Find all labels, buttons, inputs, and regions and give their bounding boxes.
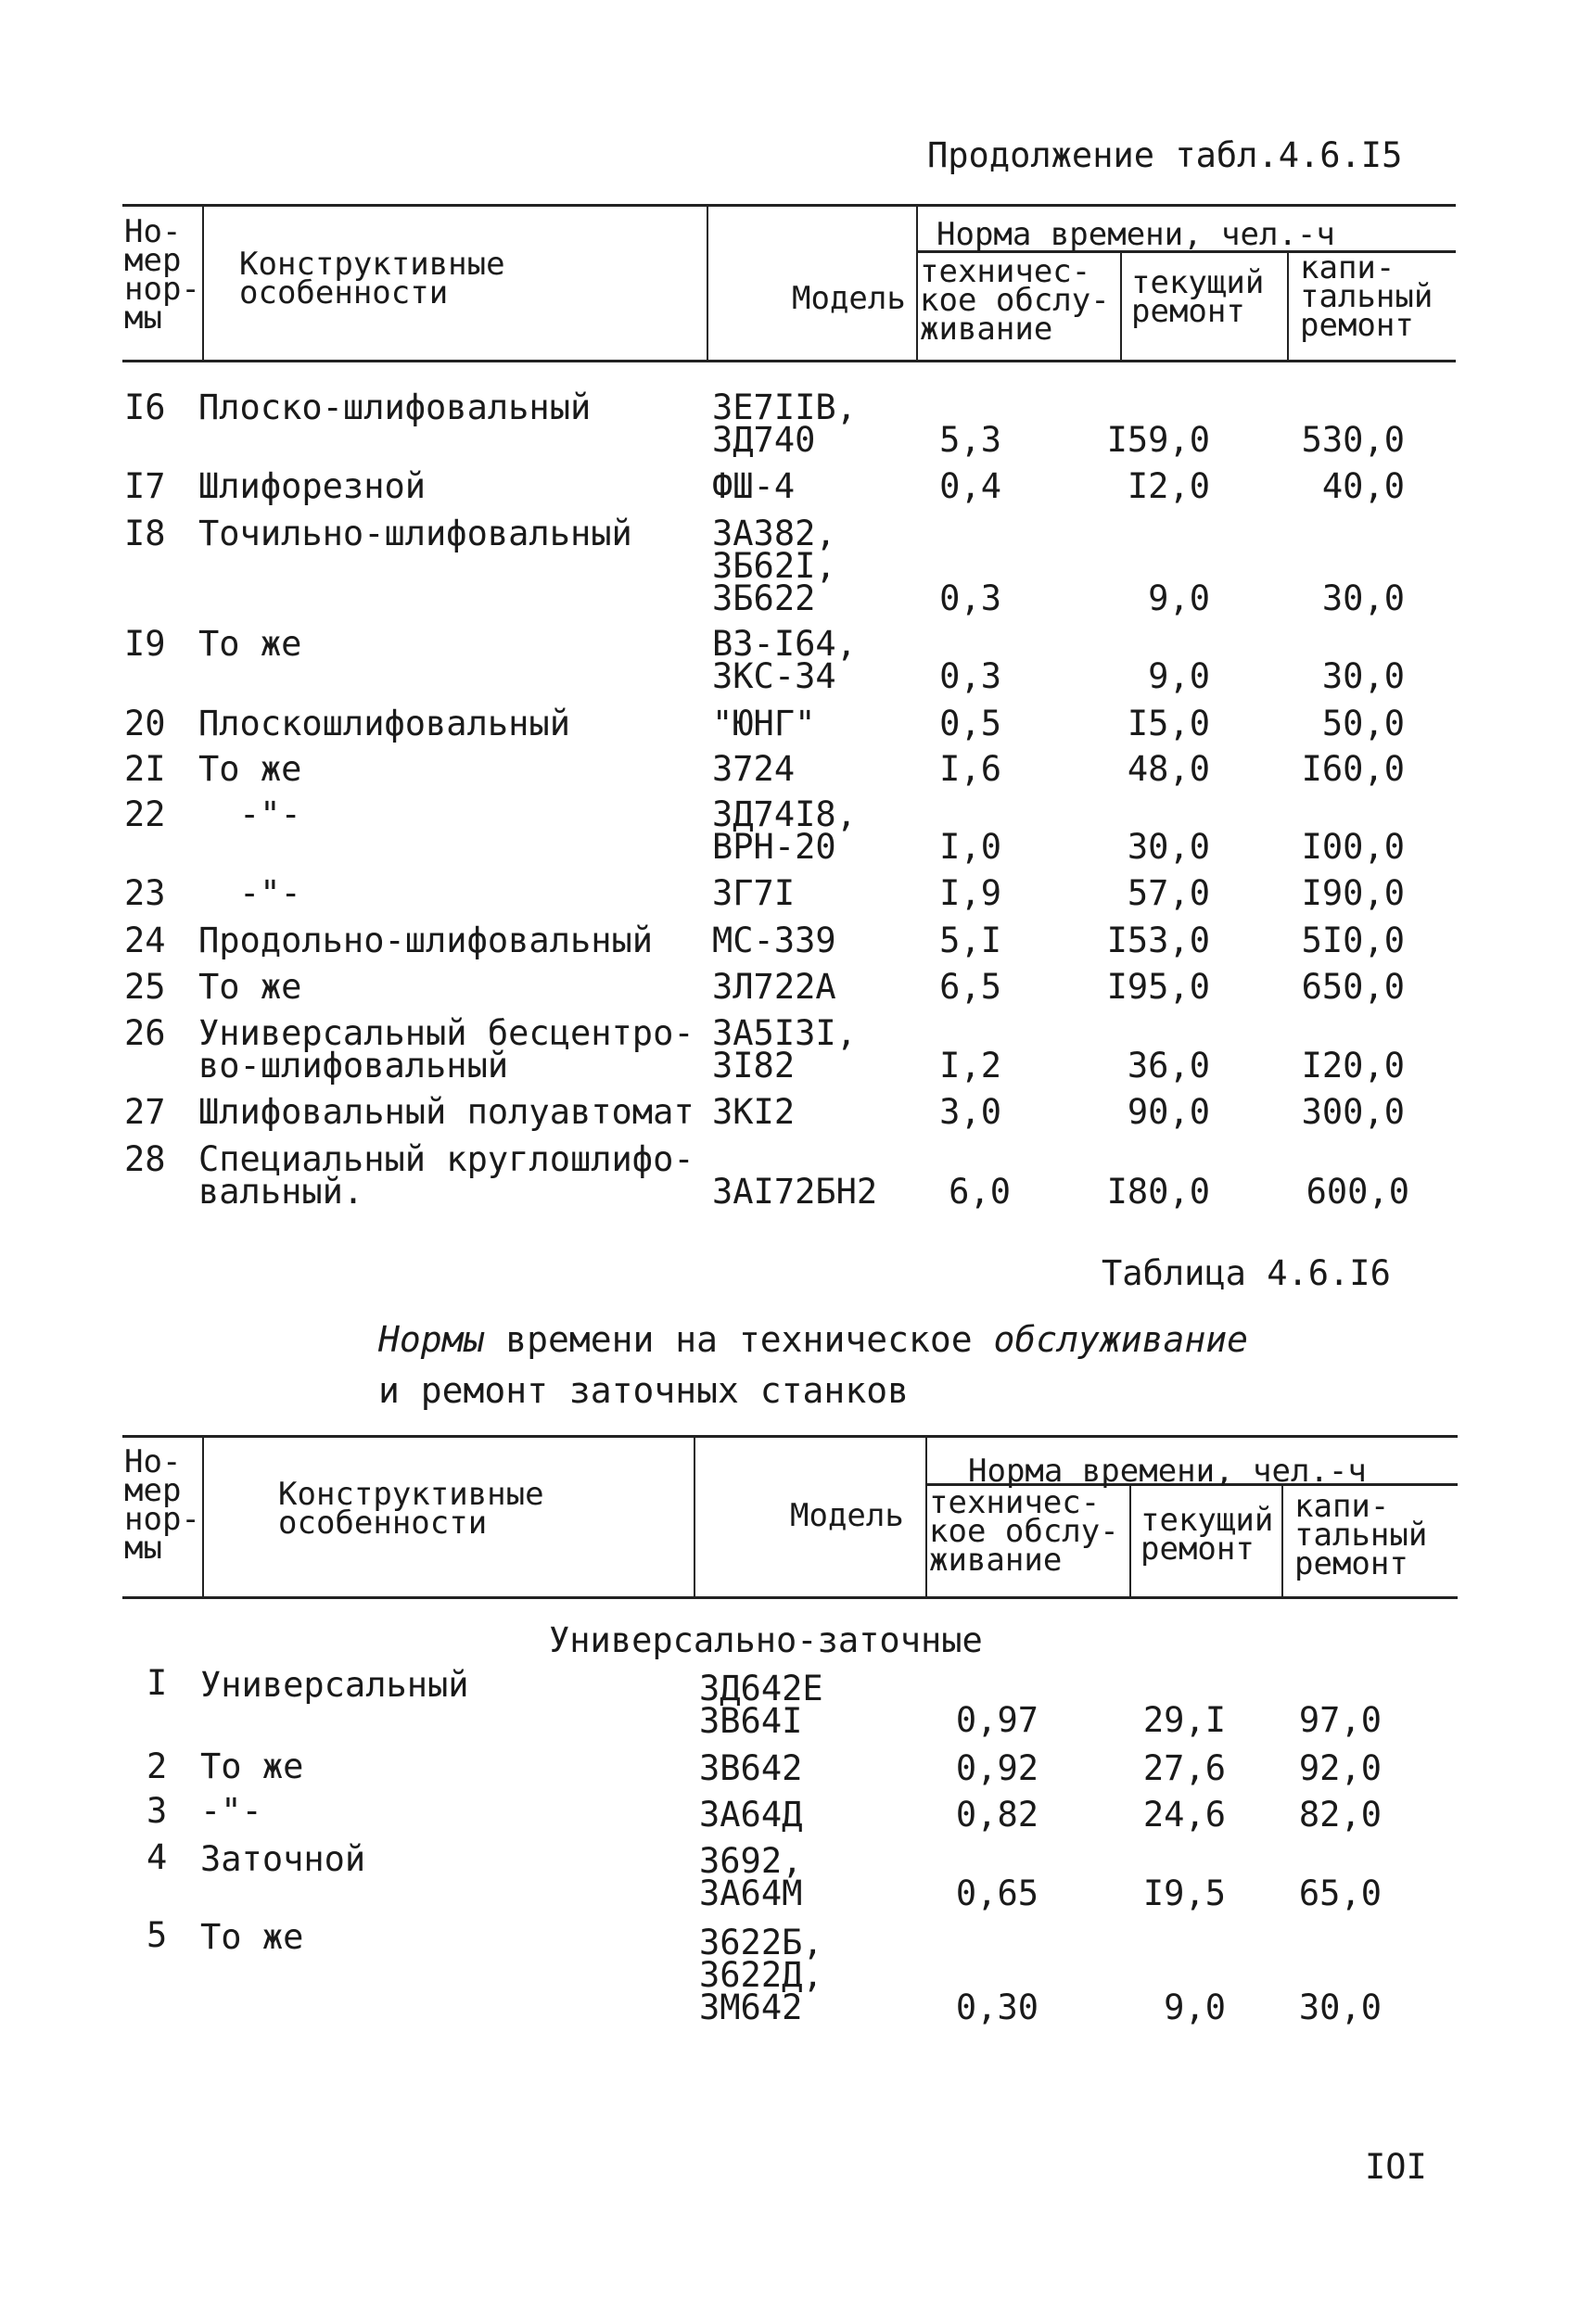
row-capital-repair: 650,0: [1301, 967, 1405, 1007]
row-current-repair: 29,I: [1142, 1700, 1226, 1740]
row-maintenance: 0,3: [939, 578, 1001, 618]
row-capital-repair: I00,0: [1301, 827, 1405, 867]
row-current-repair: I59,0: [1106, 420, 1210, 460]
row-features: -"-: [200, 1791, 262, 1831]
row-model: 3B642: [699, 1748, 803, 1788]
row-current-repair: I80,0: [1106, 1172, 1210, 1212]
row-model: 3724: [712, 749, 796, 789]
row-maintenance: I,2: [939, 1046, 1001, 1086]
row-maintenance: 0,30: [955, 1987, 1038, 2027]
row-number: 26: [124, 1013, 166, 1053]
table-2-header-maintenance: техничес- кое обслу- живание: [929, 1484, 1119, 1579]
row-current-repair: 57,0: [1127, 873, 1210, 913]
row-features: Шлифорезной: [198, 466, 427, 506]
row-capital-repair: 97,0: [1298, 1700, 1382, 1740]
row-features: Шлифовальный полуавтомат: [198, 1092, 694, 1132]
row-capital-repair: 300,0: [1301, 1092, 1405, 1132]
title-italic-word-1: Нормы: [378, 1319, 485, 1360]
row-current-repair: 90,0: [1127, 1092, 1210, 1132]
row-capital-repair: 30,0: [1298, 1987, 1382, 2027]
row-current-repair: 36,0: [1127, 1046, 1210, 1086]
table-2-header-num: Но- мер нор- мы: [124, 1443, 200, 1567]
table-2-label: Таблица 4.6.I6: [1102, 1253, 1391, 1293]
row-capital-repair: 82,0: [1298, 1795, 1382, 1835]
row-maintenance: I,9: [939, 873, 1001, 913]
row-current-repair: 48,0: [1127, 749, 1210, 789]
row-current-repair: I2,0: [1127, 466, 1210, 506]
table-2-title-line-1: [378, 1314, 1248, 1365]
row-number: 3: [147, 1791, 168, 1831]
table-2-top-rule: [122, 1435, 1458, 1438]
row-features: Специальный круглошлифо- вальный.: [198, 1139, 694, 1212]
row-features: То же: [198, 967, 302, 1007]
row-features: -"-: [239, 873, 301, 913]
row-capital-repair: 40,0: [1321, 466, 1405, 506]
row-model: 3AI72БН2: [712, 1172, 878, 1212]
row-model: 3Л722А: [712, 967, 836, 1007]
row-maintenance: 0,5: [939, 704, 1001, 743]
table-1-header-bottom-rule: [122, 360, 1456, 362]
row-model: "ЮНГ": [712, 704, 816, 743]
table-2-header-features: Конструктивные особенности: [278, 1476, 544, 1542]
row-maintenance: 0,82: [955, 1795, 1038, 1835]
row-model: 3Д74I8, BPH-20: [712, 794, 857, 867]
table-1-header-model: Модель: [792, 280, 906, 317]
row-maintenance: 0,92: [955, 1748, 1038, 1788]
table-1-header-norm-group: Норма времени, чел.-ч: [937, 216, 1335, 253]
row-current-repair: 24,6: [1142, 1795, 1226, 1835]
row-capital-repair: I20,0: [1301, 1046, 1405, 1086]
table-2-col-divider-5: [1281, 1485, 1283, 1598]
row-capital-repair: I60,0: [1301, 749, 1405, 789]
row-features: То же: [200, 1746, 304, 1786]
title-plain-text: времени на техническое: [484, 1319, 994, 1360]
row-model: B3-I64, 3KC-34: [712, 624, 857, 696]
row-model: 3Г7I: [712, 873, 796, 913]
row-maintenance: 0,4: [939, 466, 1001, 506]
table-1-col-divider-5: [1287, 252, 1289, 362]
row-number: 2I: [124, 749, 166, 789]
row-maintenance: 0,97: [955, 1700, 1038, 1740]
table-1-top-rule: [122, 204, 1456, 207]
row-number: I6: [124, 387, 166, 427]
row-capital-repair: I90,0: [1301, 873, 1405, 913]
table-1-col-divider-4: [1120, 252, 1122, 362]
row-maintenance: 3,0: [939, 1092, 1001, 1132]
row-current-repair: I95,0: [1106, 967, 1210, 1007]
row-features: Универсальный: [200, 1665, 469, 1705]
table-2-header-capital: капи- тальный ремонт: [1294, 1488, 1428, 1582]
table-1-header-num: Но- мер нор- мы: [124, 213, 200, 337]
continuation-caption: Продолжение табл.4.6.I5: [927, 135, 1403, 175]
row-capital-repair: 30,0: [1321, 578, 1405, 618]
row-maintenance: 6,5: [939, 967, 1001, 1007]
table-2-col-divider-2: [694, 1437, 695, 1598]
title-italic-word-2: обслуживание: [993, 1319, 1249, 1360]
row-maintenance: 5,3: [939, 420, 1001, 460]
row-number: 27: [124, 1092, 166, 1132]
table-2-header-model: Модель: [790, 1497, 904, 1534]
row-maintenance: 5,I: [939, 921, 1001, 960]
row-current-repair: I5,0: [1127, 704, 1210, 743]
table-2-header-current: текущий ремонт: [1140, 1502, 1274, 1568]
table-2-header-norm-group: Норма времени, чел.-ч: [968, 1453, 1367, 1490]
row-features: Плоскошлифовальный: [198, 704, 570, 743]
table-1-col-divider-1: [202, 206, 204, 362]
row-features: Универсальный бесцентро- во-шлифовальный: [198, 1013, 694, 1086]
row-model: 3A64Д: [699, 1795, 803, 1835]
row-model: ФШ-4: [712, 466, 796, 506]
table-1-header-current: текущий ремонт: [1131, 264, 1265, 330]
table-1-col-divider-2: [707, 206, 708, 362]
row-maintenance: I,6: [939, 749, 1001, 789]
row-features: То же: [200, 1917, 304, 1957]
row-current-repair: I53,0: [1106, 921, 1210, 960]
row-number: 4: [147, 1837, 168, 1877]
row-number: I7: [124, 466, 166, 506]
table-1-header-maintenance: техничес- кое обслу- живание: [920, 253, 1110, 348]
row-capital-repair: 65,0: [1298, 1873, 1382, 1913]
row-current-repair: I9,5: [1142, 1873, 1226, 1913]
row-features: Точильно-шлифовальный: [198, 514, 632, 553]
table-2-section-header: Универсально-заточные: [549, 1620, 983, 1660]
row-number: 20: [124, 704, 166, 743]
page-number: IOI: [1365, 2147, 1427, 2187]
table-1-col-divider-3: [916, 206, 918, 362]
row-model: 3A5I3I, 3I82: [712, 1013, 857, 1086]
row-model: 3A382, 3Б62I, 3Б622: [712, 514, 836, 618]
row-capital-repair: 30,0: [1321, 656, 1405, 696]
row-number: I: [147, 1663, 168, 1703]
row-model: MC-339: [712, 921, 836, 960]
row-capital-repair: 600,0: [1306, 1172, 1409, 1212]
row-number: I9: [124, 624, 166, 664]
row-current-repair: 9,0: [1148, 656, 1210, 696]
row-number: 28: [124, 1139, 166, 1179]
row-features: Продольно-шлифовальный: [198, 921, 654, 960]
row-number: 5: [147, 1915, 168, 1955]
row-capital-repair: 530,0: [1301, 420, 1405, 460]
table-2-header-bottom-rule: [122, 1596, 1458, 1599]
row-capital-repair: 50,0: [1321, 704, 1405, 743]
row-current-repair: 30,0: [1127, 827, 1210, 867]
row-features: То же: [198, 624, 302, 664]
row-features: Плоско-шлифовальный: [198, 387, 592, 427]
table-2-col-divider-3: [925, 1437, 927, 1598]
row-maintenance: I,0: [939, 827, 1001, 867]
row-number: I8: [124, 514, 166, 553]
row-capital-repair: 92,0: [1298, 1748, 1382, 1788]
row-capital-repair: 5I0,0: [1301, 921, 1405, 960]
row-number: 2: [147, 1746, 168, 1786]
row-current-repair: 27,6: [1142, 1748, 1226, 1788]
row-maintenance: 0,65: [955, 1873, 1038, 1913]
row-model: 3E7IIB, 3Д740: [712, 387, 857, 460]
table-1-header-capital: капи- тальный ремонт: [1300, 249, 1433, 344]
row-model: 3Д642Е 3В64I: [699, 1669, 823, 1741]
row-model: 3692, 3A64M: [699, 1841, 803, 1913]
table-2-col-divider-4: [1129, 1485, 1131, 1598]
row-current-repair: 9,0: [1148, 578, 1210, 618]
table-2-col-divider-1: [202, 1437, 204, 1598]
row-features: -"-: [239, 794, 301, 834]
table-1-header-features: Конструктивные особенности: [239, 246, 505, 311]
row-number: 24: [124, 921, 166, 960]
row-maintenance: 6,0: [949, 1172, 1011, 1212]
row-number: 22: [124, 794, 166, 834]
table-2-title-line-2: и ремонт заточных станков: [378, 1370, 909, 1411]
row-number: 25: [124, 967, 166, 1007]
row-current-repair: 9,0: [1164, 1987, 1226, 2027]
row-features: То же: [198, 749, 302, 789]
row-maintenance: 0,3: [939, 656, 1001, 696]
row-number: 23: [124, 873, 166, 913]
row-features: Заточной: [200, 1839, 366, 1879]
row-model: 3622Б, 3622Д, 3M642: [699, 1923, 823, 2027]
row-model: 3KI2: [712, 1092, 796, 1132]
